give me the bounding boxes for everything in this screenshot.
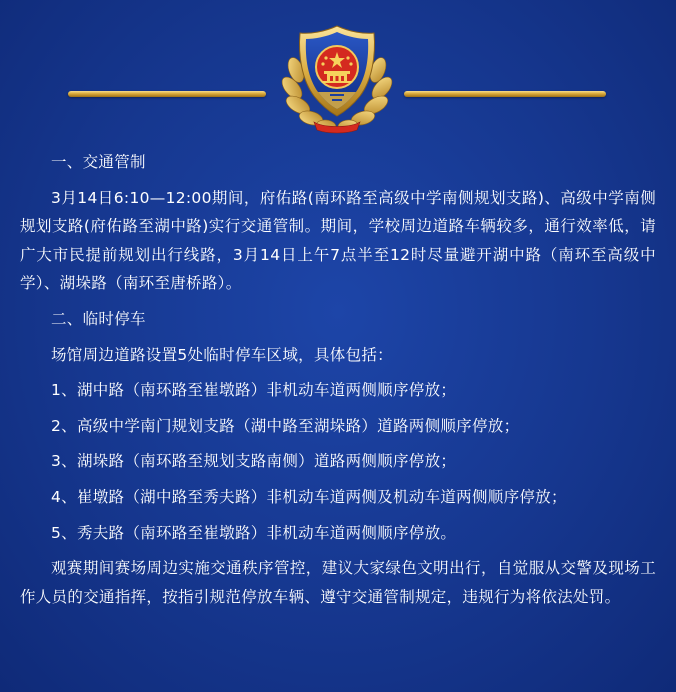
gold-divider-right — [404, 91, 606, 97]
parking-item-2: 2、高级中学南门规划支路（湖中路至湖垛路）道路两侧顺序停放； — [51, 416, 520, 435]
closing-paragraph: 观赛期间赛场周边实施交通秩序管控，建议大家绿色文明出行，自觉服从交警及现场工作人员的交通指挥，按指引规范停放车辆、遵守交通管制规定，违规行为将依法处罚。 — [20, 559, 656, 606]
notice-content — [20, 148, 656, 611]
traffic-body-paragraph: 3月14日6:10—12:00期间，府佑路(南环路至高级中学南侧规划支路)、高级中学南侧规划支路(府佑路至湖中路)实行交通管制。期间，学校周边道路车辆较多，通行效率低，请广大市民提前规划出行线路，3月14日上午7点半至12时尽量避开湖中路（南环至高级中学）、湖垛路（南环至唐桥路）。 — [20, 188, 656, 293]
header-banner — [0, 0, 676, 140]
parking-intro-paragraph: 场馆周边道路设置5处临时停车区域，具体包括： — [51, 345, 393, 364]
police-emblem-icon — [274, 22, 400, 136]
gold-divider-left — [68, 91, 266, 97]
parking-item-1: 1、湖中路（南环路至崔墩路）非机动车道两侧顺序停放； — [51, 381, 457, 400]
parking-item-3: 3、湖垛路（南环路至规划支路南侧）道路两侧顺序停放； — [51, 452, 457, 471]
parking-item-4: 4、崔墩路（湖中路至秀夫路）非机动车道两侧及机动车道两侧顺序停放； — [51, 487, 567, 506]
section-title-parking: 二、临时停车 — [51, 309, 146, 328]
parking-item-5: 5、秀夫路（南环路至崔墩路）非机动车道两侧顺序停放。 — [51, 523, 457, 542]
section-title-traffic: 一、交通管制 — [51, 153, 146, 171]
